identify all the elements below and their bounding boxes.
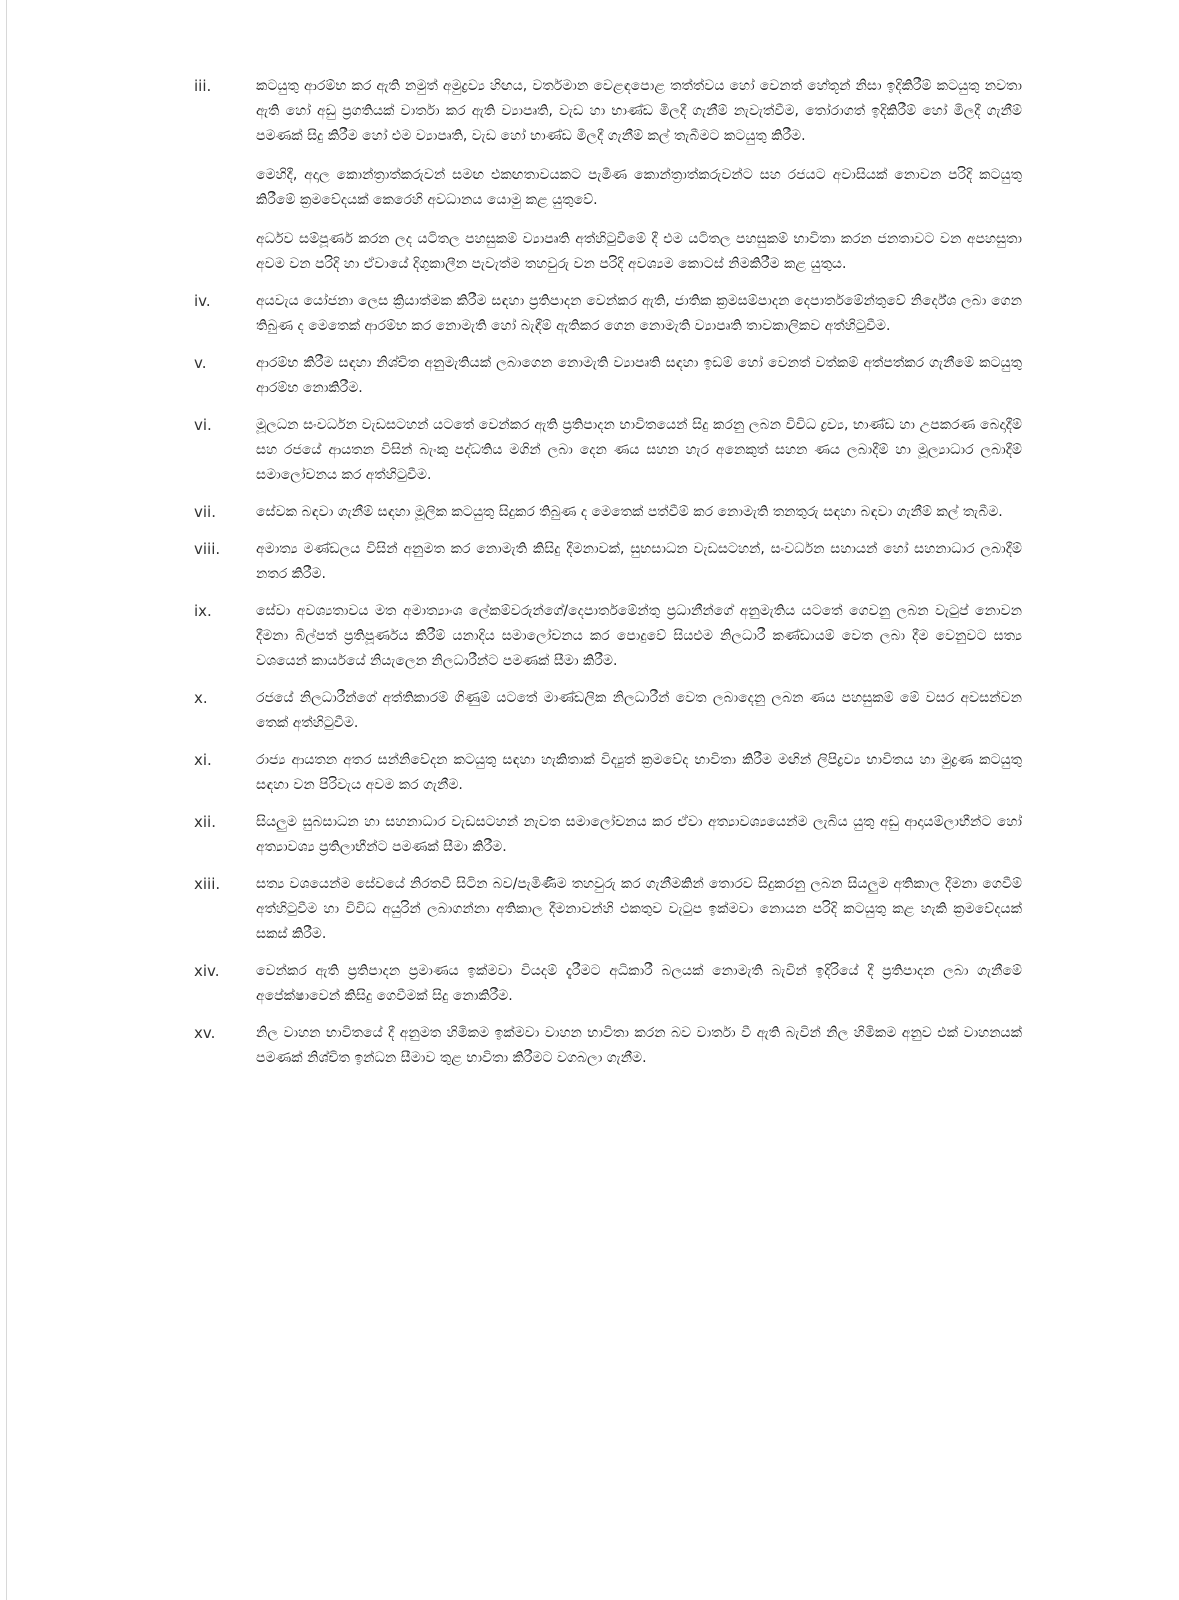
item-body: [256, 351, 1022, 401]
item-number: xv.: [194, 1024, 216, 1042]
list-item: [190, 1021, 1022, 1071]
item-body: [256, 872, 1022, 947]
item-paragraph: වෙන්කර ඇති ප්‍රතිපාදන ප්‍රමාණය ඉක්මවා වියදම් දැරීමට අධිකාරී බලයක් නොමැති බැවින් ඉදිරියේ දී ප්‍රතිපාදන ලබා ගැනීමේ අපේක්ෂාවෙන් කිසිදු ගෙවීමක් සිදු නොකිරීම.: [256, 963, 1022, 1004]
item-body: [256, 289, 1022, 339]
item-paragraph: අයවැය යෝජනා ලෙස ක්‍රියාත්මක කිරීම සඳහා ප්‍රතිපාදන වෙන්කර ඇති, ජාතික ක්‍රමසම්පාදන දෙපාර්තමේන්තුවේ නිර්දේශ ලබා ගෙන තිබුණ ද මෙතෙක් ආරම්භ කර නොමැති හෝ බැඳීම් ඇතිකර ගෙන නොමැති ව්‍යාපෘති තාවකාලිකව අත්හිටුවීම.: [256, 293, 1022, 334]
item-paragraph: සේවා අවශ්‍යතාවය මත අමාත්‍යාංශ ලේකම්වරුන්ගේ/දෙපාර්තමේන්තු ප්‍රධානීන්ගේ අනුමැතිය යටතේ ගෙවනු ලබන වැටුප් නොවන දීමනා බිල්පත් ප්‍රතිපූර්ණය කිරීම් යනාදිය සමාලෝචනය කර පොදුවේ සියළුම නිලධාරී කණ්ඩායම් වෙත ලබා දීම වෙනුවට සත්‍ය වශයෙන් කාර්යයේ නියැලෙන නිලධාරීන්ට පමණක් සීමා කිරීම.: [256, 603, 1022, 669]
item-paragraph: ආරම්භ කිරීම සඳහා නිශ්චිත අනුමැතියක් ලබාගෙන නොමැති ව්‍යාපෘති සඳහා ඉඩම් හෝ වෙනත් වත්කම් අත්පත්කර ගැනීමේ කටයුතු ආරම්භ නොකිරීම.: [256, 355, 1022, 396]
item-number: viii.: [194, 540, 221, 558]
item-number: xi.: [194, 751, 212, 769]
list-item: [190, 413, 1022, 488]
item-number: ix.: [194, 602, 212, 620]
item-paragraph: රජයේ නිලධාරීන්ගේ අත්තිකාරම් ගිණුම් යටතේ මාණ්ඩලික නිලධාරීන් වෙත ලබාදෙනු ලබන ණය පහසුකම් මේ වසර අවසන්වන තෙක් අත්හිටුවීම.: [256, 690, 1022, 731]
item-number: xii.: [194, 813, 216, 831]
item-number: iv.: [194, 292, 211, 310]
item-number: x.: [194, 689, 208, 707]
item-body: [256, 413, 1022, 488]
item-paragraph: අමාත්‍ය මණ්ඩලය විසින් අනුමත කර නොමැති කිසිදු දීමනාවක්, සුභසාධන වැඩසටහන්, සංවර්ධන සහායන් හෝ සහනාධාර ලබාදීම් නතර කිරීම.: [256, 541, 1022, 582]
item-number: xiv.: [194, 962, 220, 980]
numbered-list: [190, 74, 1022, 1083]
item-body: [256, 537, 1022, 587]
list-item: [190, 537, 1022, 587]
item-number: v.: [194, 354, 207, 372]
item-body: [256, 748, 1022, 798]
item-number: vii.: [194, 503, 216, 521]
item-paragraph: සේවක බඳවා ගැනීම් සඳහා මූලික කටයුතු සිදුකර තිබුණ ද මෙතෙක් පත්වීම් කර නොමැති තනතුරු සඳහා බඳවා ගැනීම් කල් තැබීම.: [256, 504, 1003, 520]
list-item: [190, 289, 1022, 339]
item-body: [256, 1021, 1022, 1071]
list-item: [190, 599, 1022, 674]
list-item: [190, 748, 1022, 798]
scan-edge-line: [6, 0, 7, 1600]
list-item: [190, 74, 1022, 277]
list-item: [190, 872, 1022, 947]
item-number: vi.: [194, 416, 212, 434]
list-item: [190, 686, 1022, 736]
list-item: [190, 810, 1022, 860]
item-paragraph: සියලුම සුබසාධන හා සහනාධාර වැඩසටහන් නැවත සමාලෝචනය කර ඒවා අත්‍යාවශ්‍යයෙන්ම ලැබිය යුතු අඩු ආදායම්ලාභීන්ට හෝ අත්‍යාවශ්‍ය ප්‍රතිලාභීන්ට පමණක් සීමා කිරීම.: [256, 814, 1022, 855]
item-paragraph: මෙහිදී, අදාල කොන්ත්‍රාත්කරුවන් සමඟ එකඟතාවයකට පැමිණ කොන්ත්‍රාත්කරුවන්ට සහ රජයට අවාසියක් නොවන පරිදි කටයුතු කිරීමේ ක්‍රමවේදයක් කෙරෙහි අවධානය යොමු කළ යුතුවේ.: [256, 167, 1022, 208]
list-item: [190, 500, 1022, 525]
list-item: [190, 351, 1022, 401]
item-number: iii.: [194, 77, 212, 95]
item-paragraph: කටයුතු ආරම්භ කර ඇති නමුත් අමුද්‍රව්‍ය හිඟය, වර්තමාන වෙළඳපොළ තත්ත්වය හෝ වෙනත් හේතූන් නිසා ඉදිකිරීම් කටයුතු නවතා ඇති හෝ අඩු ප්‍රගතියක් වාර්තා කර ඇති ව්‍යාපෘති, වැඩ හා භාණ්ඩ මිලදී ගැනීම් නැවැත්වීම, තෝරාගත් ඉදිකිරීම් හෝ මිලදී ගැනීම් පමණක් සිදු කිරීම හෝ එම ව්‍යාපෘති, වැඩ හෝ භාණ්ඩ මිලදී ගැනීම් කල් තැබීමට කටයුතු කිරීම.: [256, 78, 1022, 144]
item-body: [256, 959, 1022, 1009]
item-body: [256, 599, 1022, 674]
item-paragraph: මූලධන සංවර්ධන වැඩසටහන් යටතේ වෙන්කර ඇති ප්‍රතිපාදන භාවිතයෙන් සිදු කරනු ලබන විවිධ ද්‍රව්‍ය, භාණ්ඩ හා උපකරණ බෙදාදීම් සහ රජයේ ආයතන විසින් බැංකු පද්ධතිය මගින් ලබා දෙන ණය සහන හැර අනෙකුත් සහන ණය ලබාදීම් හා මූල්‍යාධාර ලබාදීම් සමාලෝචනය කර අත්හිටුවීම.: [256, 417, 1022, 483]
item-body: [256, 686, 1022, 736]
item-paragraph: අර්ධව සම්පූර්ණ කරන ලද යටිතල පහසුකම් ව්‍යාපෘති අත්හිටුවීමේ දී එම යටිතල පහසුකම් භාවිතා කරන ජනතාවට වන අපහසුතා අවම වන පරිදි හා ඒවායේ දිගුකාලීන පැවැත්ම තහවුරු වන පරිදි අවශ්‍යම කොටස් නිමකිරීම කළ යුතුය.: [256, 231, 1022, 272]
item-body: [256, 74, 1022, 277]
item-paragraph: සත්‍ය වශයෙන්ම සේවයේ නිරතවී සිටින බව/පැමිණීම තහවුරු කර ගැනීමකින් තොරව සිදුකරනු ලබන සියලුම අතිකාල දීමනා ගෙවීම් අත්හිටුවීම හා විවිධ අයුරින් ලබාගන්නා අතිකාල දීමනාවන්හි එකතුව වැටුප ඉක්මවා නොයන පරිදි කටයුතු කළ හැකි ක්‍රමවේදයක් සකස් කිරීම.: [256, 876, 1022, 942]
item-paragraph: නිල වාහන භාවිතයේ දී අනුමත හිමිකම ඉක්මවා වාහන භාවිතා කරන බව වාර්තා වී ඇති බැවින් නිල හිමිකම අනුව එක් වාහනයක් පමණක් නිශ්චිත ඉන්ධන සීමාව තුළ භාවිතා කිරීමට වගබලා ගැනීම.: [256, 1025, 1022, 1066]
item-body: [256, 810, 1022, 860]
item-number: xiii.: [194, 875, 221, 893]
list-item: [190, 959, 1022, 1009]
item-paragraph: රාජ්‍ය ආයතන අතර සන්නිවේදන කටයුතු සඳහා හැකිතාක් විද්‍යුත් ක්‍රමවේද භාවිතා කිරීම මඟින් ලිපිද්‍රව්‍ය භාවිතය හා මුද්‍රණ කටයුතු සඳහා වන පිරිවැය අවම කර ගැනීම.: [256, 752, 1022, 793]
item-body: [256, 500, 1022, 525]
